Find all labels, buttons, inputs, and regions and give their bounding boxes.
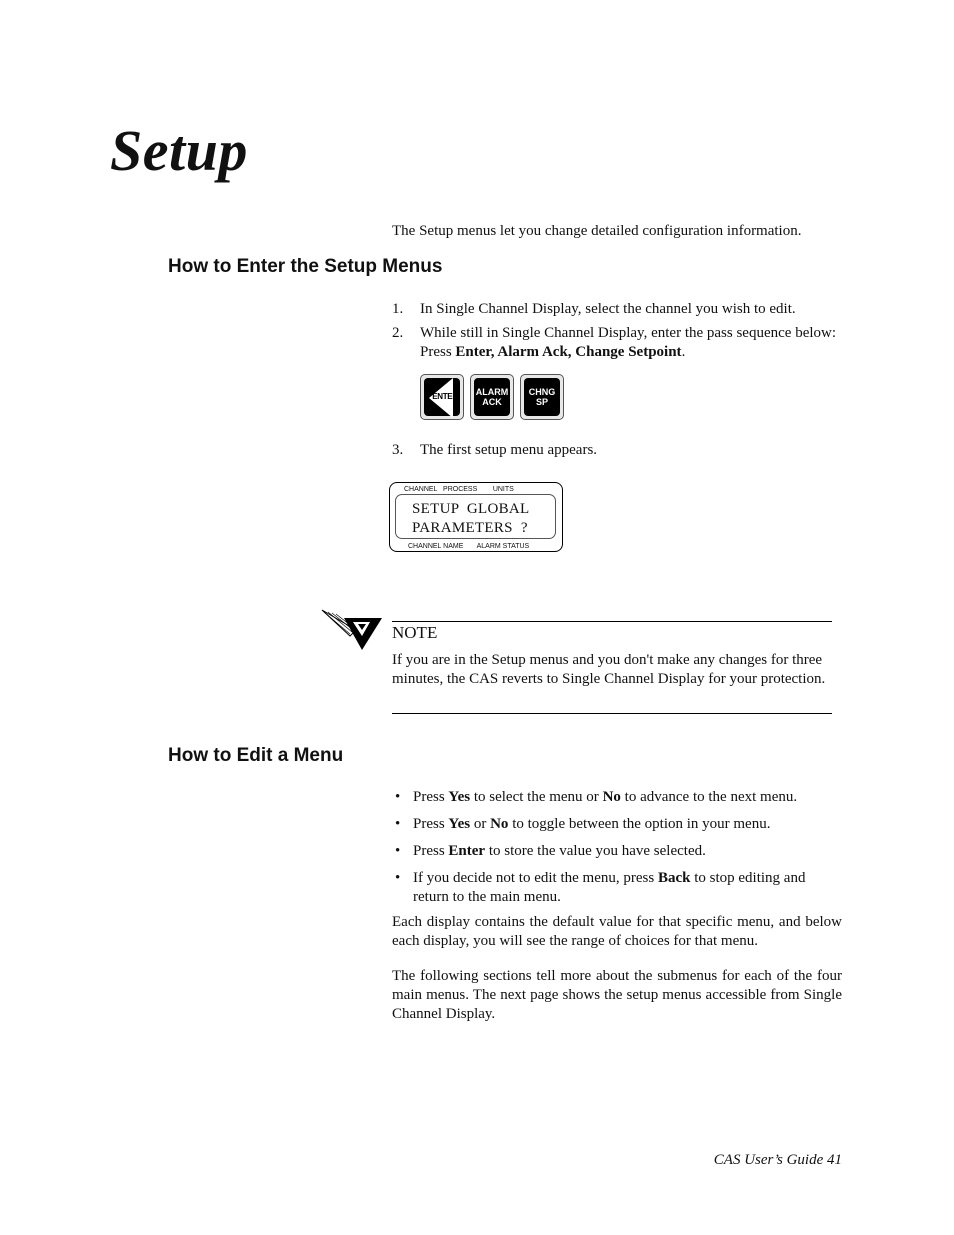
text-part: to stop editing and return to the main menu. xyxy=(413,870,806,905)
key-label-line2: ACK xyxy=(482,397,502,407)
note-bottom-rule xyxy=(392,713,832,714)
list-item xyxy=(392,842,842,861)
text-part: to toggle between the option in your menu. xyxy=(508,816,771,832)
enter-key xyxy=(420,374,464,420)
key-name: No xyxy=(602,789,621,805)
key-name: Enter xyxy=(448,843,486,859)
key-name: Back xyxy=(657,870,691,886)
page-title: Setup xyxy=(110,118,248,183)
text-part: to store the value you have selected. xyxy=(485,843,706,859)
step-text-part: . xyxy=(681,344,686,360)
lcd-bottom-labels: CHANNEL NAME ALARM STATUS xyxy=(408,543,530,550)
key-name: Yes xyxy=(448,816,471,832)
enter-key-label: ENTER xyxy=(432,392,458,401)
text-part: to select the menu or xyxy=(470,789,603,805)
list-item xyxy=(392,815,842,834)
text-part: If you decide not to edit the menu, press xyxy=(413,870,658,886)
text-part: or xyxy=(470,816,491,832)
lcd-line-1: SETUP GLOBAL xyxy=(412,501,530,517)
text-part: Press xyxy=(413,843,449,859)
key-label-line1: CHNG xyxy=(528,387,556,397)
step-2 xyxy=(392,324,837,360)
lcd-line-2: PARAMETERS ? xyxy=(412,520,528,536)
bullet-icon: • xyxy=(395,789,401,805)
section-heading-enter-setup: How to Enter the Setup Menus xyxy=(168,256,443,277)
step-text-part: While still in Single Channel Display, enter the pass sequence below: Press xyxy=(420,325,837,360)
bullet-icon: • xyxy=(395,843,401,859)
edit-menu-bullet-list xyxy=(392,788,842,907)
text-part: Press xyxy=(413,816,449,832)
step-text: The first setup menu appears. xyxy=(420,442,598,458)
text-part: Press xyxy=(413,789,449,805)
bullet-icon: • xyxy=(395,870,401,886)
page-footer: CAS User’s Guide 41 xyxy=(713,1152,842,1168)
key-label-line2: SP xyxy=(535,397,548,407)
bullet-icon: • xyxy=(395,816,401,832)
key-sequence: Enter, Alarm Ack, Change Setpoint xyxy=(455,344,682,360)
step-number: 1. xyxy=(392,301,404,317)
note-heading: NOTE xyxy=(392,623,438,642)
key-label-line1: ALARM xyxy=(475,387,509,397)
key-name: No xyxy=(490,816,509,832)
list-item xyxy=(392,869,842,907)
alarm-ack-key xyxy=(470,374,514,420)
step-1 xyxy=(392,300,832,319)
lcd-top-labels: CHANNEL PROCESS UNITS xyxy=(404,486,514,493)
key-name: Yes xyxy=(448,789,471,805)
pen-note-icon xyxy=(320,606,384,654)
step-number: 2. xyxy=(392,325,404,341)
list-item xyxy=(392,788,842,807)
paragraph-default-value: Each display contains the default value for that specific menu, and below each display, you will see the range of choices for that menu. xyxy=(392,914,842,949)
lcd-display-illustration xyxy=(389,482,563,552)
step-text xyxy=(420,324,840,362)
paragraph-following-sections: The following sections tell more about the submenus for each of the four main menus. The next page shows the setup menus accessible from Single Channel Display. xyxy=(392,968,842,1022)
intro-text: The Setup menus let you change detailed configuration information. xyxy=(392,223,802,239)
key-sequence-illustration xyxy=(420,374,564,420)
note-top-rule xyxy=(392,621,832,622)
step-number: 3. xyxy=(392,442,404,458)
step-3 xyxy=(392,441,832,460)
text-part: to advance to the next menu. xyxy=(620,789,798,805)
section-heading-edit-menu: How to Edit a Menu xyxy=(168,745,344,766)
step-text: In Single Channel Display, select the channel you wish to edit. xyxy=(420,301,796,317)
note-text: If you are in the Setup menus and you don't make any changes for three minutes, the CAS reverts to Single Channel Display for your protection. xyxy=(392,652,826,687)
change-setpoint-key xyxy=(520,374,564,420)
